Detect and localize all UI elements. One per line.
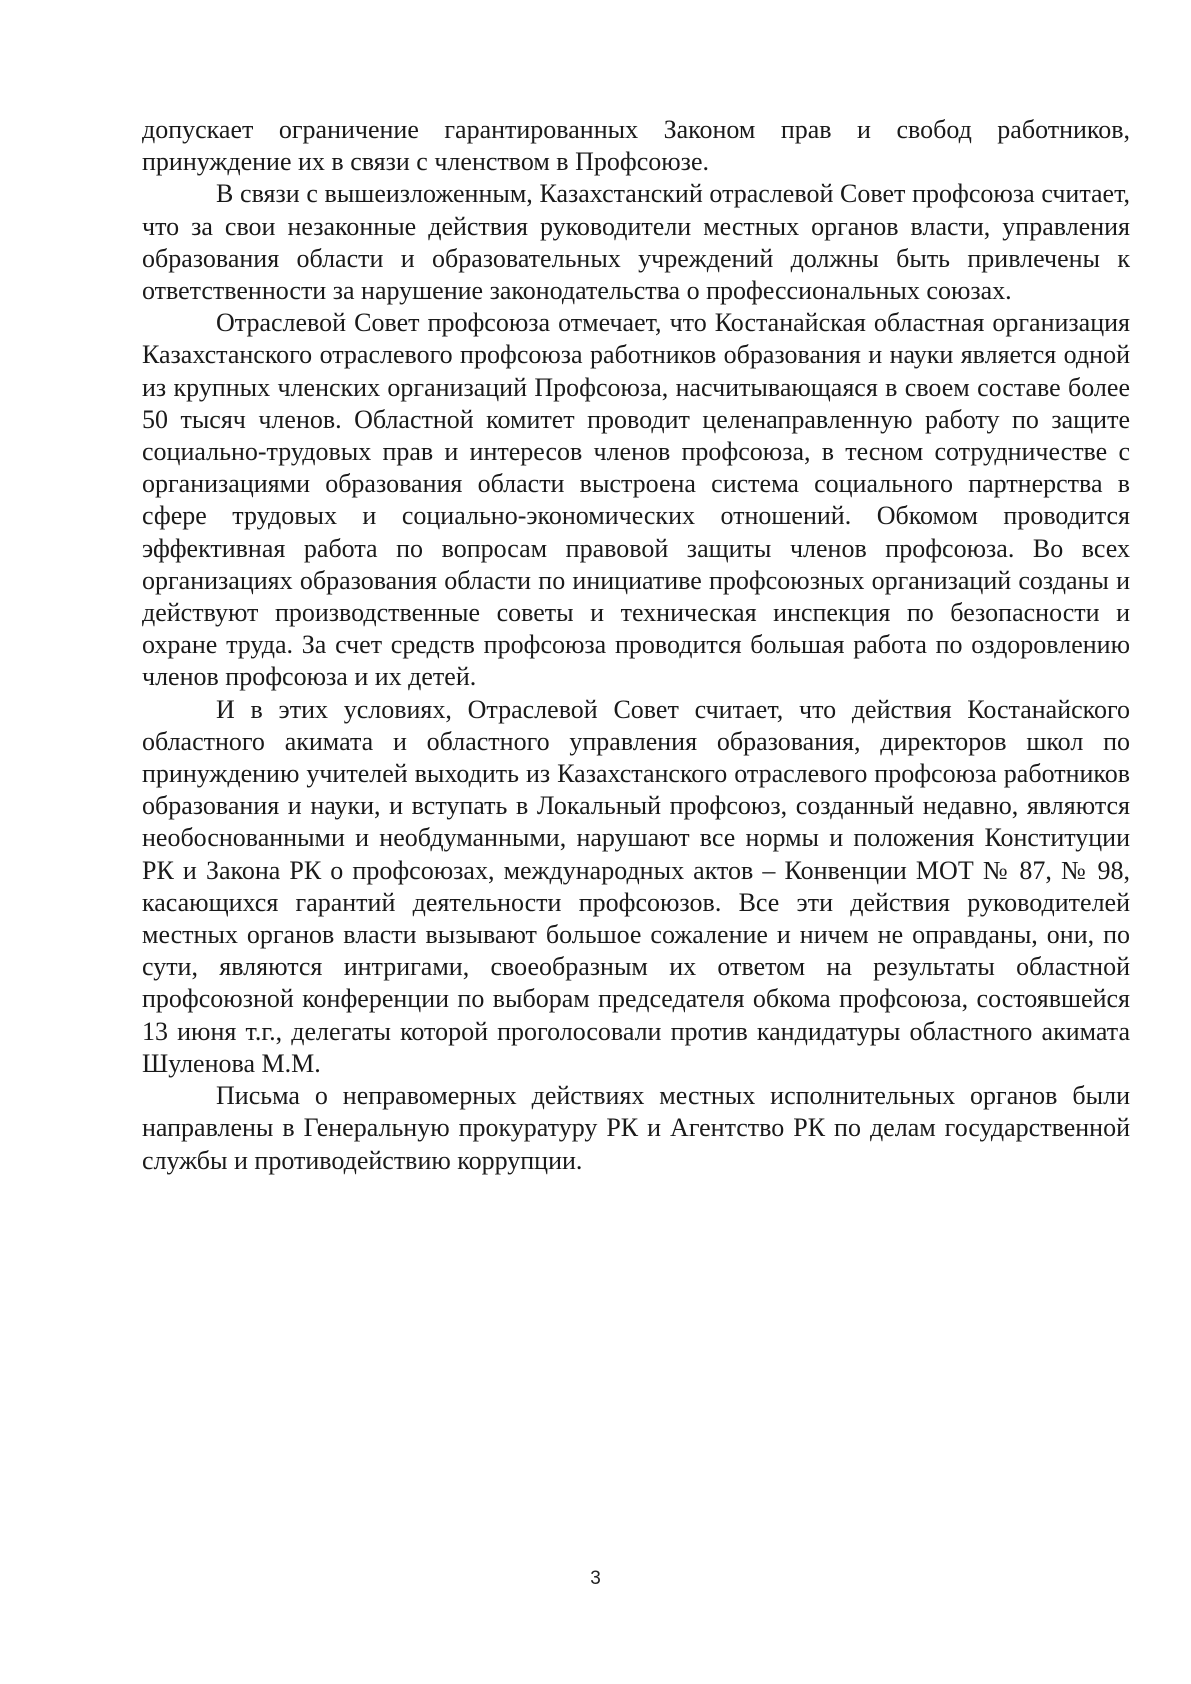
paragraph-regional-organization: Отраслевой Совет профсоюза отмечает, что Костанайская областная организация Казахстанского отраслевого профсоюза работников образования и науки является одной из крупных членских организаций Профсоюза, насчитывающаяся в своем составе более 50 тысяч членов. Областной комитет проводит целенаправленную работу по защите социально-трудовых прав и интересов членов профсоюза, в тесном сотрудничестве с организациями образования области выстроена система социального партнерства в сфере трудовых и социально-экономических отношений. Обкомом проводится эффективная работа по вопросам правовой защиты членов профсоюза. Во всех организациях образования области по инициативе профсоюзных организаций созданы и действуют производственные советы и техническая инспекция по безопасности и охране труда. За счет средств профсоюза проводится большая работа по оздоровлению членов профсоюза и их детей. [142, 308, 1130, 692]
paragraph-letters: Письма о неправомерных действиях местных исполнительных органов были направлены в Генеральную прокуратуру РК и Агентство РК по делам государственной службы и противодействию коррупции. [142, 1081, 1130, 1175]
paragraph-liability: В связи с вышеизложенным, Казахстанский отраслевой Совет профсоюза считает, что за свои незаконные действия руководители местных органов власти, управления образования области и образовательных учреждений должны быть привлечены к ответственности за нарушение законодательства о профессиональных союзах. [142, 179, 1130, 306]
page-number: 3 [590, 1568, 601, 1589]
document-body [142, 114, 1130, 1177]
paragraph-continuation: допускает ограничение гарантированных Законом прав и свобод работников, принуждение их в связи с членством в Профсоюзе. [142, 115, 1130, 177]
paragraph-council-position: И в этих условиях, Отраслевой Совет считает, что действия Костанайского областного акимата и областного управления образования, директоров школ по принуждению учителей выходить из Казахстанского отраслевого профсоюза работников образования и науки, и вступать в Локальный профсоюз, созданный недавно, являются необоснованными и необдуманными, нарушают все нормы и положения Конституции РК и Закона РК о профсоюзах, международных актов – Конвенции МОТ № 87, № 98, касающихся гарантий деятельности профсоюзов. Все эти действия руководителей местных органов власти вызывают большое сожаление и ничем не оправданы, они, по сути, являются интригами, своеобразным их ответом на результаты областной профсоюзной конференции по выборам председателя обкома профсоюза, состоявшейся 13 июня т.г., делегаты которой проголосовали против кандидатуры областного акимата Шуленова М.М. [142, 694, 1130, 1078]
